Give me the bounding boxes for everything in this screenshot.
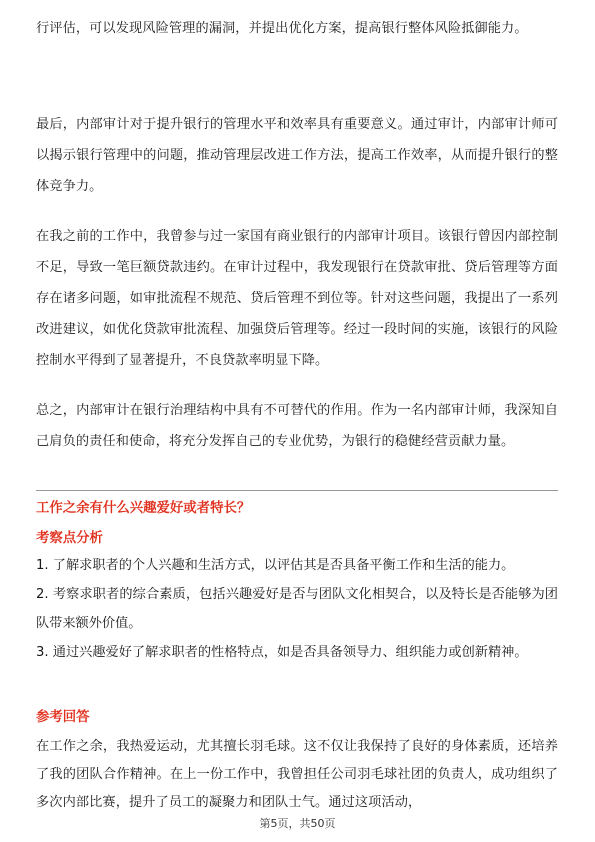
- paragraph-work-experience: 在我之前的工作中，我曾参与过一家国有商业银行的内部审计项目。该银行曾因内部控制不足，导致一笔巨额贷款违约。在审计过程中，我发现银行在贷款审批、贷后管理等方面存在诸多问题，如审批流程不规范、贷后管理不到位等。针对这些问题，我提出了一系列改进建议，如优化贷款审批流程、加强贷后管理等。经过一段时间的实施，该银行的风险控制水平得到了显著提升，不良贷款率明显下降。: [36, 229, 558, 368]
- analysis-item: 1. 了解求职者的个人兴趣和生活方式，以评估其是否具备平衡工作和生活的能力。: [36, 558, 515, 573]
- analysis-item: 3. 通过兴趣爱好了解求职者的性格特点，如是否具备领导力、组织能力或创新精神。: [36, 645, 528, 660]
- analysis-heading: 考察点分析: [36, 531, 103, 546]
- analysis-item: 2. 考察求职者的综合素质，包括兴趣爱好是否与团队文化相契合，以及特长是否能够为团队带来额外价值。: [36, 587, 558, 631]
- paragraph-management-efficiency: 最后，内部审计对于提升银行的管理水平和效率具有重要意义。通过审计，内部审计师可以揭示银行管理中的问题，推动管理层改进工作方法，提高工作效率，从而提升银行的整体竞争力。: [36, 117, 558, 194]
- interview-question: 工作之余有什么兴趣爱好或者特长？: [36, 501, 251, 516]
- page-number: 第5页，共50页: [259, 817, 336, 830]
- answer-text: 在工作之余，我热爱运动，尤其擅长羽毛球。这不仅让我保持了良好的身体素质，还培养了我的团队合作精神。在上一份工作中，我曾担任公司羽毛球社团的负责人，成功组织了多次内部比赛，提升了员工的凝聚力和团队士气。通过这项活动，: [36, 739, 558, 810]
- paragraph-risk-evaluation: 行评估，可以发现风险管理的漏洞，并提出优化方案，提高银行整体风险抵御能力。: [36, 21, 528, 36]
- section-divider: [36, 490, 558, 491]
- paragraph-conclusion: 总之，内部审计在银行治理结构中具有不可替代的作用。作为一名内部审计师，我深知自己肩负的责任和使命，将充分发挥自己的专业优势，为银行的稳健经营贡献力量。: [36, 403, 558, 449]
- analysis-list: [36, 551, 558, 667]
- answer-heading: 参考回答: [36, 710, 90, 725]
